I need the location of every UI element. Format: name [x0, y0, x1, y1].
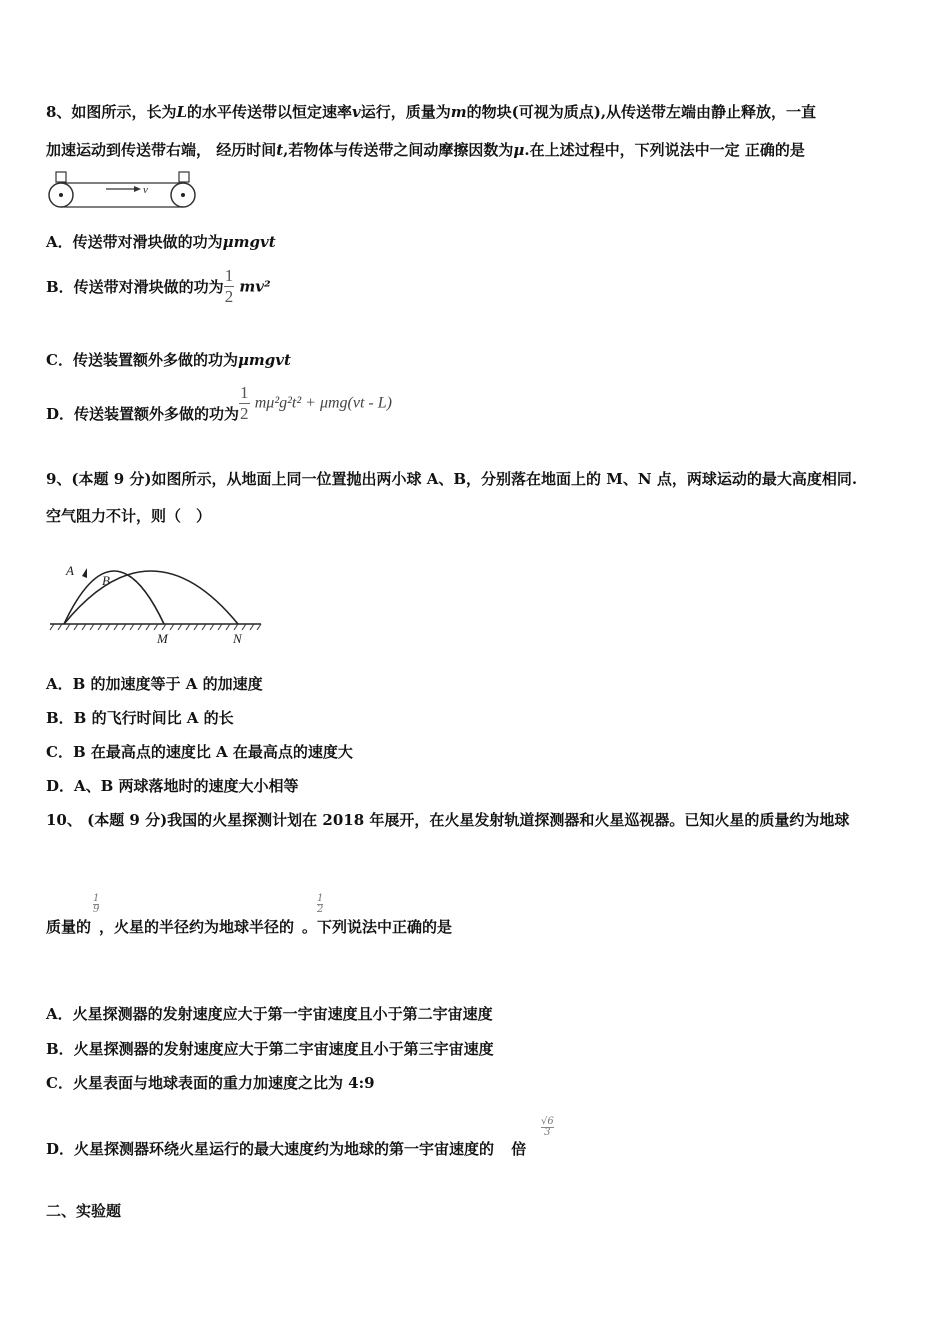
q8-option-c[interactable]: C．传送装置额外多做的功为μmgvt [46, 351, 291, 369]
q9-option-b[interactable]: B．B 的飞行时间比 A 的长 [46, 709, 234, 727]
q10-option-a[interactable]: A．火星探测器的发射速度应大于第一宇宙速度且小于第二宇宙速度 [46, 1005, 493, 1023]
fraction-one-ninth: $\frac{1}{9}$ [93, 893, 100, 915]
q10-option-d[interactable]: D．火星探测器环绕火星运行的最大速度约为地球的第一宇宙速度的 倍 [46, 1140, 527, 1158]
label-n: N [233, 631, 242, 646]
q8-option-a[interactable]: A．传送带对滑块做的功为μmgvt [46, 233, 276, 251]
q8-option-b[interactable]: B．传送带对滑块做的功为 $\frac{1}{2}$ mv² [46, 266, 271, 306]
q10-stem-line1: 10、 (本题 9 分)我国的火星探测计划在 2018 年展开，在火星发射轨道探测器和火星巡视器。已知火星的质量约为地球 [46, 811, 850, 829]
q10-option-b[interactable]: B．火星探测器的发射速度应大于第二宇宙速度且小于第三宇宙速度 [46, 1040, 494, 1058]
fraction-sqrt6-over-3: $\frac{√6}{3}$ [541, 1116, 554, 1138]
q9-option-a[interactable]: A．B 的加速度等于 A 的加速度 [46, 675, 263, 693]
q10-option-c[interactable]: C．火星表面与地球表面的重力加速度之比为 4:9 [46, 1074, 375, 1092]
energy-formula: mμ²g²t² + μmg(vt - L) [254, 394, 392, 412]
projectile-figure [46, 544, 266, 648]
label-b: B [102, 573, 110, 588]
belt-velocity-label: v [143, 184, 148, 196]
fraction-one-half: $\frac{1}{2}$ [240, 383, 249, 423]
q8-option-d[interactable]: D．传送装置额外多做的功为 $\frac{1}{2}$ mμ²g²t² + μmg(vt - L) [46, 383, 392, 423]
q9-option-d[interactable]: D．A、B 两球落地时的速度大小相等 [46, 777, 299, 795]
q8-stem-line1: 8、如图所示，长为L的水平传送带以恒定速率v运行，质量为m的物块(可视为质点),从传送带左端由静止释放，一直 [46, 103, 817, 121]
q8-stem-line2: 加速运动到传送带右端， 经历时间t,若物体与传送带之间动摩擦因数为μ.在上述过程中，下列说法中一定 正确的是 [46, 141, 805, 159]
fraction-one-half-small: $\frac{1}{2}$ [317, 893, 324, 915]
conveyor-belt-figure [46, 168, 198, 212]
q9-option-c[interactable]: C．B 在最高点的速度比 A 在最高点的速度大 [46, 743, 353, 761]
label-a: A [66, 563, 74, 578]
fraction-one-half: $\frac{1}{2}$ [224, 266, 234, 306]
q9-stem-line1: 9、(本题 9 分)如图所示，从地面上同一位置抛出两小球 A、B，分别落在地面上的 M、N 点，两球运动的最大高度相同. [46, 470, 858, 488]
label-m: M [157, 631, 168, 646]
q10-stem-line2: 质量的 ，火星的半径约为地球半径的 。下列说法中正确的是 [46, 918, 453, 936]
section-heading: 二、实验题 [46, 1202, 122, 1220]
q9-stem-line2: 空气阻力不计，则（ ） [46, 507, 212, 525]
